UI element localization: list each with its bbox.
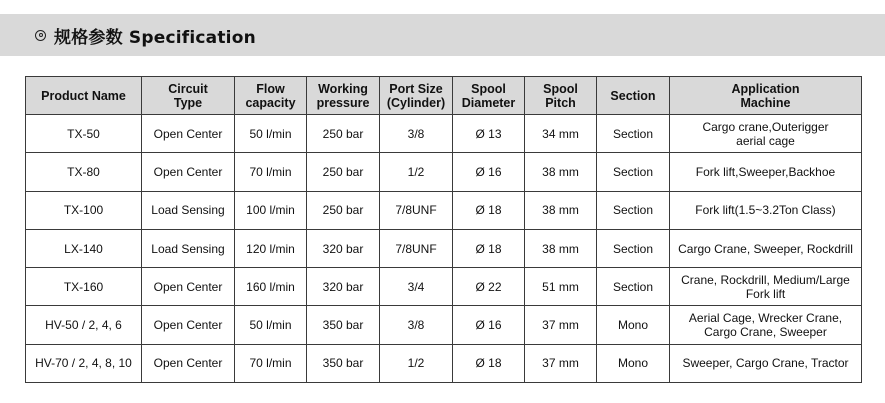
table-cell: Open Center xyxy=(142,153,235,191)
table-row xyxy=(26,306,862,344)
column-header: Section xyxy=(597,77,670,115)
table-cell: 38 mm xyxy=(525,229,597,267)
table-cell: 250 bar xyxy=(307,153,380,191)
table-cell: 37 mm xyxy=(525,306,597,344)
table-cell: 70 l/min xyxy=(235,344,307,382)
table-cell: 7/8UNF xyxy=(380,191,453,229)
table-cell: 37 mm xyxy=(525,344,597,382)
section-title: 规格参数 Specification xyxy=(54,27,256,48)
table-cell: Ø 18 xyxy=(453,229,525,267)
table-row xyxy=(26,344,862,382)
column-header: Flow capacity xyxy=(235,77,307,115)
table-header-row xyxy=(26,77,862,115)
table-cell: 320 bar xyxy=(307,229,380,267)
table-cell: Section xyxy=(597,268,670,306)
table-cell: 350 bar xyxy=(307,306,380,344)
table-row xyxy=(26,153,862,191)
specification-table xyxy=(25,76,862,383)
table-row xyxy=(26,268,862,306)
table-cell: Open Center xyxy=(142,115,235,153)
table-cell: 250 bar xyxy=(307,115,380,153)
table-cell: Crane, Rockdrill, Medium/Large Fork lift xyxy=(670,268,862,306)
table-cell: 1/2 xyxy=(380,344,453,382)
table-cell: Load Sensing xyxy=(142,229,235,267)
table-cell: Mono xyxy=(597,344,670,382)
table-cell: Cargo crane,Outerigger aerial cage xyxy=(670,115,862,153)
table-body xyxy=(26,115,862,383)
table-cell: TX-50 xyxy=(26,115,142,153)
table-cell: Ø 18 xyxy=(453,344,525,382)
table-cell: TX-80 xyxy=(26,153,142,191)
table-cell: 38 mm xyxy=(525,191,597,229)
table-cell: Open Center xyxy=(142,268,235,306)
table-cell: 1/2 xyxy=(380,153,453,191)
table-cell: 160 l/min xyxy=(235,268,307,306)
table-cell: 350 bar xyxy=(307,344,380,382)
table-cell: Section xyxy=(597,229,670,267)
table-cell: TX-160 xyxy=(26,268,142,306)
section-header xyxy=(0,14,885,56)
table-cell: 250 bar xyxy=(307,191,380,229)
column-header: Circuit Type xyxy=(142,77,235,115)
double-circle-icon xyxy=(35,30,46,41)
table-cell: Sweeper, Cargo Crane, Tractor xyxy=(670,344,862,382)
table-cell: HV-70 / 2, 4, 8, 10 xyxy=(26,344,142,382)
table-cell: Aerial Cage, Wrecker Crane, Cargo Crane, Sweeper xyxy=(670,306,862,344)
table-cell: LX-140 xyxy=(26,229,142,267)
column-header: Application Machine xyxy=(670,77,862,115)
table-cell: Ø 22 xyxy=(453,268,525,306)
table-cell: Fork lift,Sweeper,Backhoe xyxy=(670,153,862,191)
table-cell: 120 l/min xyxy=(235,229,307,267)
table-cell: Ø 13 xyxy=(453,115,525,153)
table-cell: Ø 16 xyxy=(453,153,525,191)
table-cell: 38 mm xyxy=(525,153,597,191)
table-cell: TX-100 xyxy=(26,191,142,229)
table-cell: Mono xyxy=(597,306,670,344)
table-row xyxy=(26,229,862,267)
table-row xyxy=(26,191,862,229)
table-cell: 100 l/min xyxy=(235,191,307,229)
table-cell: HV-50 / 2, 4, 6 xyxy=(26,306,142,344)
column-header: Product Name xyxy=(26,77,142,115)
table-cell: Ø 16 xyxy=(453,306,525,344)
table-cell: 34 mm xyxy=(525,115,597,153)
table-cell: 320 bar xyxy=(307,268,380,306)
column-header: Spool Pitch xyxy=(525,77,597,115)
column-header: Port Size (Cylinder) xyxy=(380,77,453,115)
table-cell: 51 mm xyxy=(525,268,597,306)
table-row xyxy=(26,115,862,153)
table-cell: 50 l/min xyxy=(235,115,307,153)
table-cell: Load Sensing xyxy=(142,191,235,229)
table-cell: 70 l/min xyxy=(235,153,307,191)
table-cell: Fork lift(1.5~3.2Ton Class) xyxy=(670,191,862,229)
table-cell: 50 l/min xyxy=(235,306,307,344)
table-cell: Section xyxy=(597,153,670,191)
table-cell: 7/8UNF xyxy=(380,229,453,267)
column-header: Spool Diameter xyxy=(453,77,525,115)
table-cell: 3/8 xyxy=(380,115,453,153)
table-cell: Open Center xyxy=(142,344,235,382)
table-cell: Section xyxy=(597,191,670,229)
column-header: Working pressure xyxy=(307,77,380,115)
table-cell: Ø 18 xyxy=(453,191,525,229)
table-cell: 3/8 xyxy=(380,306,453,344)
table-cell: Section xyxy=(597,115,670,153)
table-cell: Cargo Crane, Sweeper, Rockdrill xyxy=(670,229,862,267)
table-cell: 3/4 xyxy=(380,268,453,306)
table-cell: Open Center xyxy=(142,306,235,344)
